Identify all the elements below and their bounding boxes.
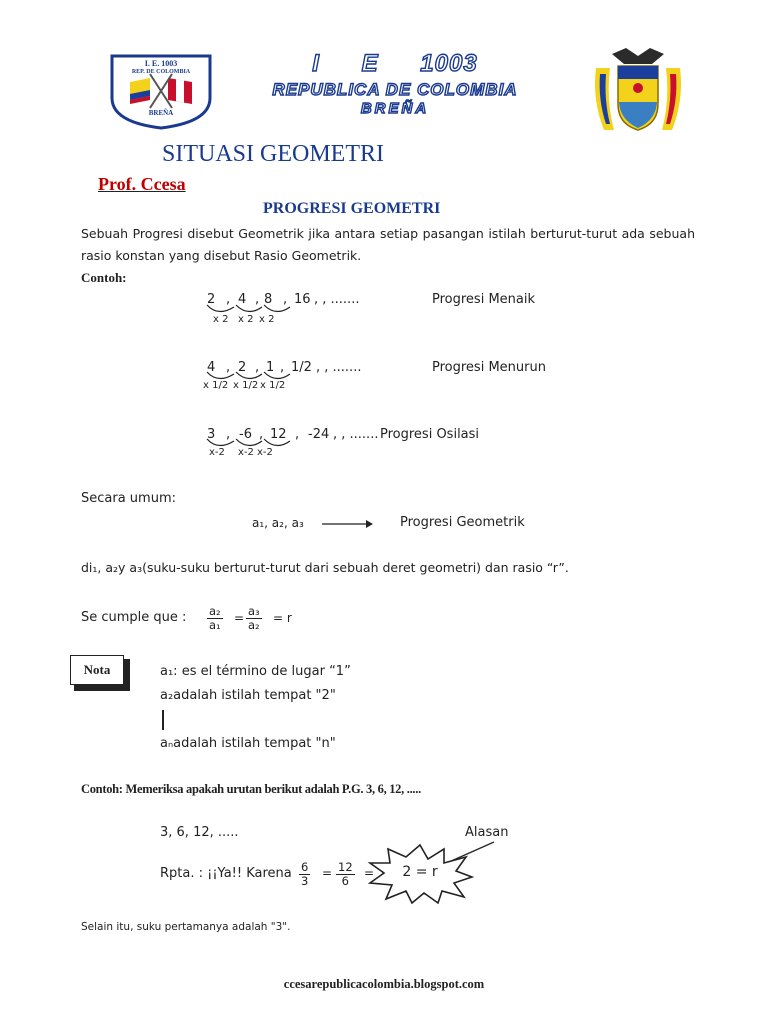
logo-mid-text: REP. DE COLOMBIA [131,69,191,75]
example-separator: , [295,427,300,442]
example-term: 2 [238,360,247,375]
example-term: 4 [238,292,247,307]
fraction-denominator: 3 [301,874,309,888]
multiplier: x 2 [213,314,229,325]
ratio-a3-a2 [246,605,262,632]
example-separator: , [226,292,231,307]
example-term: -6 [239,427,252,442]
example-tail-text: , ....... [341,427,379,442]
nota-box [70,655,124,685]
example-term: 2 [207,292,216,307]
equals-sign: = [364,866,375,880]
starburst-callout [366,843,474,905]
starburst-text: 2 = r [402,864,438,880]
exercise-heading: Contoh: Memeriksa apakah urutan berikut adalah P.G. 3, 6, 12, ..... [81,782,421,796]
banner-line-2: REPUBLICA DE COLOMBIA [272,80,518,99]
example-term: 8 [264,292,273,307]
property-result: = r [273,611,292,625]
equals-sign: = [234,611,245,625]
fraction-denominator: 6 [341,874,349,888]
example-tail: , , ....... [314,292,360,307]
example-separator: , [255,292,260,307]
example-term: 3 [207,427,216,442]
example-term: 4 [207,360,216,375]
example-term: -24 [308,427,330,442]
example-tail: , , ....... [333,427,379,442]
example-term: 1/2 [291,360,312,375]
colombia-coat-of-arms-icon [586,44,690,136]
example-separator: , [259,427,264,442]
footer-url: ccesarepublicacolombia.blogspot.com [283,977,485,991]
general-definition: di₁, a₂y a₃(suku-suku berturut-turut dari sebuah deret geometri) dan rasio “r”. [81,560,569,575]
ratio-12-6 [336,861,355,888]
fraction-denominator: a₁ [209,618,221,632]
page-title: SITUASI GEOMETRI [162,141,384,167]
multiplier: x 2 [259,314,275,325]
multiplier: x-2 [238,447,254,458]
example-separator: , [280,360,285,375]
intro-paragraph: Sebuah Progresi disebut Geometrik jika antara setiap pasangan istilah berturut-turut ada sebuah rasio konstan yang disebut Rasio Geometrik. [81,226,695,263]
example-label: Contoh: [81,270,127,285]
arrow-right-icon [322,518,374,530]
example-term: 12 [270,427,287,442]
property-lead: Se cumple que : [81,610,187,625]
general-arrow-label: Progresi Geometrik [400,515,525,530]
logo-bottom-text: BREÑA [148,109,174,117]
equals-sign: = [322,866,333,880]
banner-line-3: BREÑA [360,100,430,117]
nota-line-3: aₙadalah istilah tempat "n" [160,736,336,751]
multiplier: x-2 [209,447,225,458]
multiplier: x 1/2 [260,380,286,391]
general-heading: Secara umum: [81,491,176,506]
banner-line-1: I E 1003 [312,50,478,77]
exercise-sequence: 3, 6, 12, ..... [160,825,239,840]
fraction-numerator: 12 [338,860,353,874]
answer-lead: Rpta. : ¡¡Ya!! Karena [160,866,292,881]
nota-line-1: a₁: es el término de lugar “1” [160,664,351,679]
multiplier: x 1/2 [203,380,229,391]
fraction-numerator: 6 [301,860,309,874]
multiplier: x-2 [257,447,273,458]
multiplier: x 1/2 [233,380,259,391]
example-label-osilasi: Progresi Osilasi [380,427,480,442]
example-separator: , [226,360,231,375]
example-term: 16 [294,292,311,307]
example-separator: , [283,292,288,307]
example-tail-text: , ....... [324,360,362,375]
exercise-note: Selain itu, suku pertamanya adalah "3". [81,921,291,933]
logo-top-text: I. E. 1003 [144,59,178,68]
multiplier: x 2 [238,314,254,325]
example-separator: , [226,427,231,442]
author-name: Prof. Ccesa [98,174,186,194]
fraction-numerator: a₂ [209,604,221,618]
nota-label: Nota [83,662,111,677]
reason-label: Alasan [465,825,509,840]
example-separator: , [255,360,260,375]
fraction-denominator: a₂ [248,618,260,632]
ratio-a2-a1 [207,605,223,632]
example-tail: , , ....... [316,360,362,375]
example-tail-text: , ....... [322,292,360,307]
nota-line-2: a₂adalah istilah tempat "2" [160,688,336,703]
school-logo [106,52,216,130]
example-term: 1 [266,360,275,375]
example-label-menurun: Progresi Menurun [432,360,546,375]
general-terms: a₁, a₂, a₃ [252,516,304,530]
section-heading: PROGRESI GEOMETRI [263,200,441,217]
ratio-6-3 [299,861,310,888]
vertical-continuation-mark [162,710,164,730]
example-label-menaik: Progresi Menaik [432,292,536,307]
fraction-numerator: a₃ [248,604,260,618]
